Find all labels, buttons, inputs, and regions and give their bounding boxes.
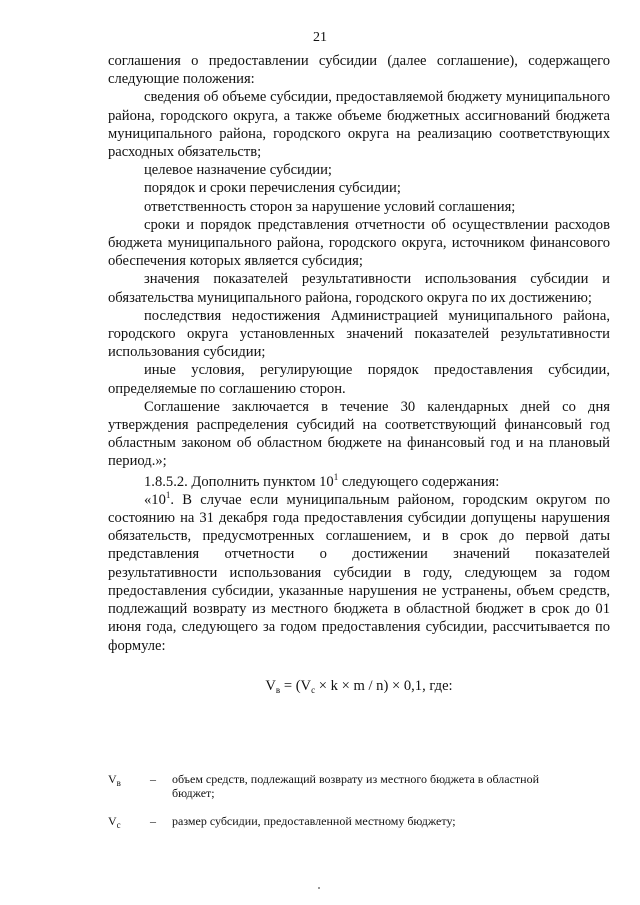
formula-eq: = (V xyxy=(280,677,312,694)
formula xyxy=(108,677,610,695)
paragraph: иные условия, регулирующие порядок предоставления субсидии, определяемые по соглашению сторон. xyxy=(108,362,610,397)
definition-symbol: $V_в$ xyxy=(108,772,121,788)
scan-speck xyxy=(318,887,320,889)
paragraph-list xyxy=(108,52,610,471)
definition-row xyxy=(108,814,578,828)
formula-v: V xyxy=(265,677,276,694)
definition-dash: – xyxy=(150,814,156,828)
paragraph: Соглашение заключается в течение 30 календарных дней со дня утверждения распределения субсидий на соответствующий финансовый год областным законом об областном бюджете на финансовый год и на плановый период.»; xyxy=(108,398,610,470)
paragraph: сроки и порядок представления отчетности об осуществлении расходов бюджета муниципального района, городского округа, источником финансового обеспечения которых является субсидия; xyxy=(108,216,610,270)
definition-symbol: $V_с$ xyxy=(108,814,121,830)
paragraph: сведения об объеме субсидии, предоставляемой бюджету муниципального района, городского округа, а также объеме бюджетных ассигнований бюджета муниципального района, городского округа на реализацию соответствующих расходных обязательств; xyxy=(108,89,610,161)
document-body xyxy=(108,52,610,695)
formula-rest: × k × m / n) × 0,1, где: xyxy=(315,677,453,694)
definition-text: объем средств, подлежащий возврату из местного бюджета в областной бюджет; xyxy=(172,772,539,800)
paragraph: последствия недостижения Администрацией муниципального района, городского округа установленных значений показателей результативности использования субсидии; xyxy=(108,307,610,361)
quote-text: . В случае если муниципальным районом, городским округом по состоянию на 31 декабря года предоставления субсидии допущены нарушения обязательств, предусмотренных соглашением, и в срок до первой даты представления отчетности о достижении значений показателей результативности использования субсидии в году, следующем за годом предоставления субсидии, указанные нарушения не устранены, объем средств, подлежащий возврату из местного бюджета в областной бюджет в срок до 01 июня года, следующего за годом предоставления субсидии, рассчитывается по формуле: xyxy=(108,491,610,654)
item-paragraph xyxy=(108,473,610,491)
item-superscript: 1 xyxy=(333,471,339,482)
page-number: 21 xyxy=(313,30,327,45)
paragraph: ответственность сторон за нарушение условий соглашения; xyxy=(144,198,516,215)
item-suffix: следующего содержания: xyxy=(338,473,500,490)
paragraph: целевое назначение субсидии; xyxy=(144,162,332,179)
paragraph: значения показателей результативности использования субсидии и обязательства муниципального района, городского округа по их достижению; xyxy=(108,271,610,306)
definition-dash: – xyxy=(150,772,156,786)
quote-paragraph xyxy=(108,491,610,655)
paragraph: порядок и сроки перечисления субсидии; xyxy=(144,180,401,197)
definition-row xyxy=(108,772,578,800)
quote-superscript: 1 xyxy=(165,490,171,501)
definitions-list xyxy=(108,772,578,842)
formula-vc-sub: с xyxy=(311,684,316,695)
formula-v-sub: в xyxy=(275,684,281,695)
quote-prefix: «10 xyxy=(144,491,166,508)
item-prefix: 1.8.5.2. Дополнить пунктом 10 xyxy=(144,473,334,490)
definition-text: размер субсидии, предоставленной местному бюджету; xyxy=(172,814,456,828)
paragraph: соглашения о предоставлении субсидии (далее соглашение), содержащего следующие положения: xyxy=(108,53,610,88)
